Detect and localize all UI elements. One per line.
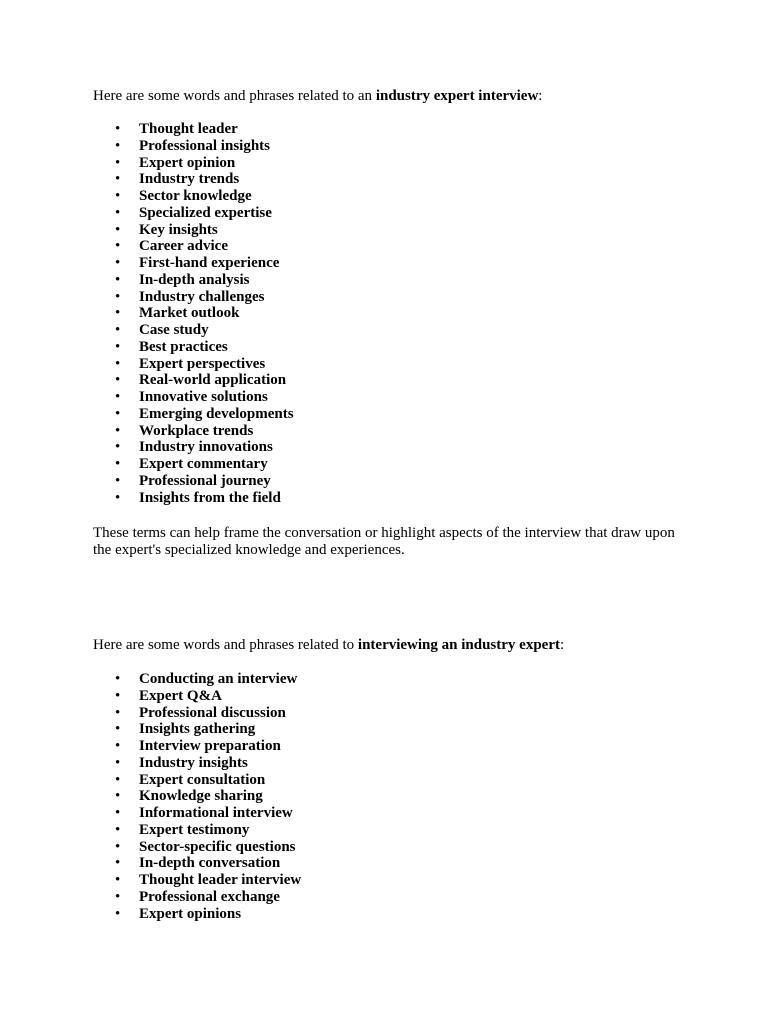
list-item: • Workplace trends (93, 423, 294, 440)
list-item: • Thought leader interview (93, 872, 301, 889)
list-item: • Expert consultation (93, 772, 301, 789)
section1-closing-paragraph: These terms can help frame the conversation or highlight aspects of the interview that draw upon the expert's specialized knowledge and experiences. (93, 525, 675, 558)
section2-intro (93, 637, 564, 654)
section1-intro-suffix: : (538, 88, 543, 104)
list-item: • Insights gathering (93, 721, 301, 738)
list-item: • Industry trends (93, 171, 294, 188)
section1-bullet-list (93, 121, 294, 506)
section1-intro (93, 88, 542, 105)
section2-bullet-list (93, 671, 301, 922)
section2-intro-bold: interviewing an industry expert (357, 637, 560, 653)
list-item: • Professional exchange (93, 889, 301, 906)
list-item: • Sector knowledge (93, 188, 294, 205)
list-item: • Industry innovations (93, 439, 294, 456)
list-item: • Career advice (93, 238, 294, 255)
list-item: • Market outlook (93, 305, 294, 322)
list-item: • Thought leader (93, 121, 294, 138)
list-item: • Expert Q&A (93, 688, 301, 705)
list-item: • In-depth conversation (93, 855, 301, 872)
list-item: • Expert testimony (93, 822, 301, 839)
list-item: • Interview preparation (93, 738, 301, 755)
list-item: • Expert opinions (93, 906, 301, 923)
list-item: • In-depth analysis (93, 272, 294, 289)
section2-intro-suffix: : (559, 637, 565, 653)
list-item: • Conducting an interview (93, 671, 301, 688)
list-item: • Key insights (93, 222, 294, 239)
list-item: • First-hand experience (93, 255, 294, 272)
section1-intro-bold: industry expert interview (375, 88, 539, 104)
list-item: • Informational interview (93, 805, 301, 822)
list-item: • Industry insights (93, 755, 301, 772)
list-item: • Professional insights (93, 138, 294, 155)
list-item: • Insights from the field (93, 490, 294, 507)
list-item: • Industry challenges (93, 289, 294, 306)
list-item: • Expert commentary (93, 456, 294, 473)
list-item: • Innovative solutions (93, 389, 294, 406)
list-item: • Expert opinion (93, 155, 294, 172)
section1-intro-prefix: Here are some words and phrases related to an (93, 88, 376, 104)
list-item: • Best practices (93, 339, 294, 356)
section2-intro-prefix: Here are some words and phrases related to (93, 637, 358, 653)
list-item: • Specialized expertise (93, 205, 294, 222)
list-item: • Professional journey (93, 473, 294, 490)
list-item: • Expert perspectives (93, 356, 294, 373)
list-item: • Emerging developments (93, 406, 294, 423)
list-item: • Professional discussion (93, 705, 301, 722)
list-item: • Sector-specific questions (93, 839, 301, 856)
list-item: • Case study (93, 322, 294, 339)
list-item: • Real-world application (93, 372, 294, 389)
list-item: • Knowledge sharing (93, 788, 301, 805)
